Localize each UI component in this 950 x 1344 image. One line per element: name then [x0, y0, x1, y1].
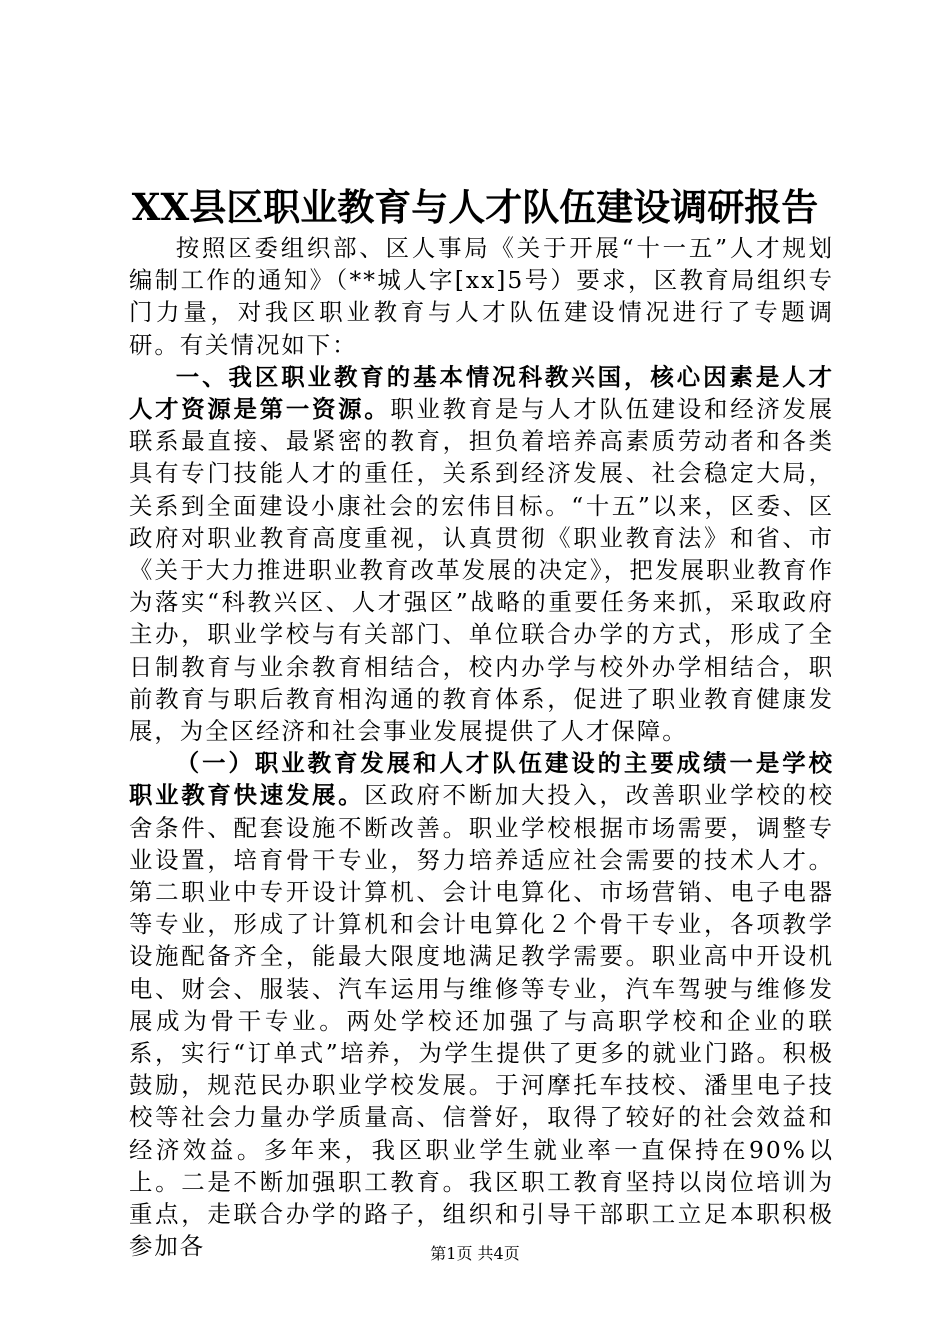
section-1-body: 职业教育是与人才队伍建设和经济发展联系最直接、最紧密的教育，担负着培养高素质劳动者和各类具有专门技能人才的重任，关系到经济发展、社会稳定大局，关系到全面建设小康社会的宏伟目标。“十五”以来，区委、区政府对职业教育高度重视，认真贯彻《职业教育法》和省、市《关于大力推进职业教育改革发展的决定》，把发展职业教育作为落实“科教兴区、人才强区”战略的重要任务来抓，采取政府主办，职业学校与有关部门、单位联合办学的方式，形成了全日制教育与业余教育相结合，校内办学与校外办学相结合，职前教育与职后教育相沟通的教育体系，促进了职业教育健康发展，为全区经济和社会事业发展提供了人才保障。	[129, 395, 835, 746]
section-1-paragraph	[129, 361, 834, 747]
document-title: XX县区职业教育与人才队伍建设调研报告	[131, 185, 819, 229]
intro-paragraph: 按照区委组织部、区人事局《关于开展“十一五”人才规划编制工作的通知》（**城人字[xx]5号）要求，区教育局组织专门力量，对我区职业教育与人才队伍建设情况进行了专题调研。有关情况如下：	[129, 234, 834, 359]
section-1-heading: 一、我区职业教育的基本情况科教兴国，核心因素是人才人才资源是第一资源。	[129, 362, 834, 424]
document-body	[129, 232, 834, 1263]
section-2-heading: （一）职业教育发展和人才队伍建设的主要成绩一是学校职业教育快速发展。	[129, 749, 834, 810]
page-number: 第1页 共4页	[430, 1244, 520, 1263]
section-2-body: 区政府不断加大投入，改善职业学校的校舍条件、配套设施不断改善。职业学校根据市场需要，调整专业设置，培育骨干专业，努力培养适应社会需要的技术人才。第二职业中专开设计算机、会计电算化、市场营销、电子电器等专业，形成了计算机和会计电算化２个骨干专业，各项教学设施配备齐全，能最大限度地满足教学需要。职业高中开设机电、财会、服装、汽车运用与维修等专业，汽车驾驶与维修发展成为骨干专业。两处学校还加强了与高职学校和企业的联系，实行“订单式”培养，为学生提供了更多的就业门路。积极鼓励，规范民办职业学校发展。于河摩托车技校、潘里电子技校等社会力量办学质量高、信誉好，取得了较好的社会效益和经济效益。多年来，我区职业学生就业率一直保持在90%以上。二是不断加强职工教育。我区职工教育坚持以岗位培训为重点，走联合办学的路子，组织和引导干部职工立足本职积极参加各	[129, 781, 834, 1261]
section-2-paragraph	[129, 747, 834, 1262]
